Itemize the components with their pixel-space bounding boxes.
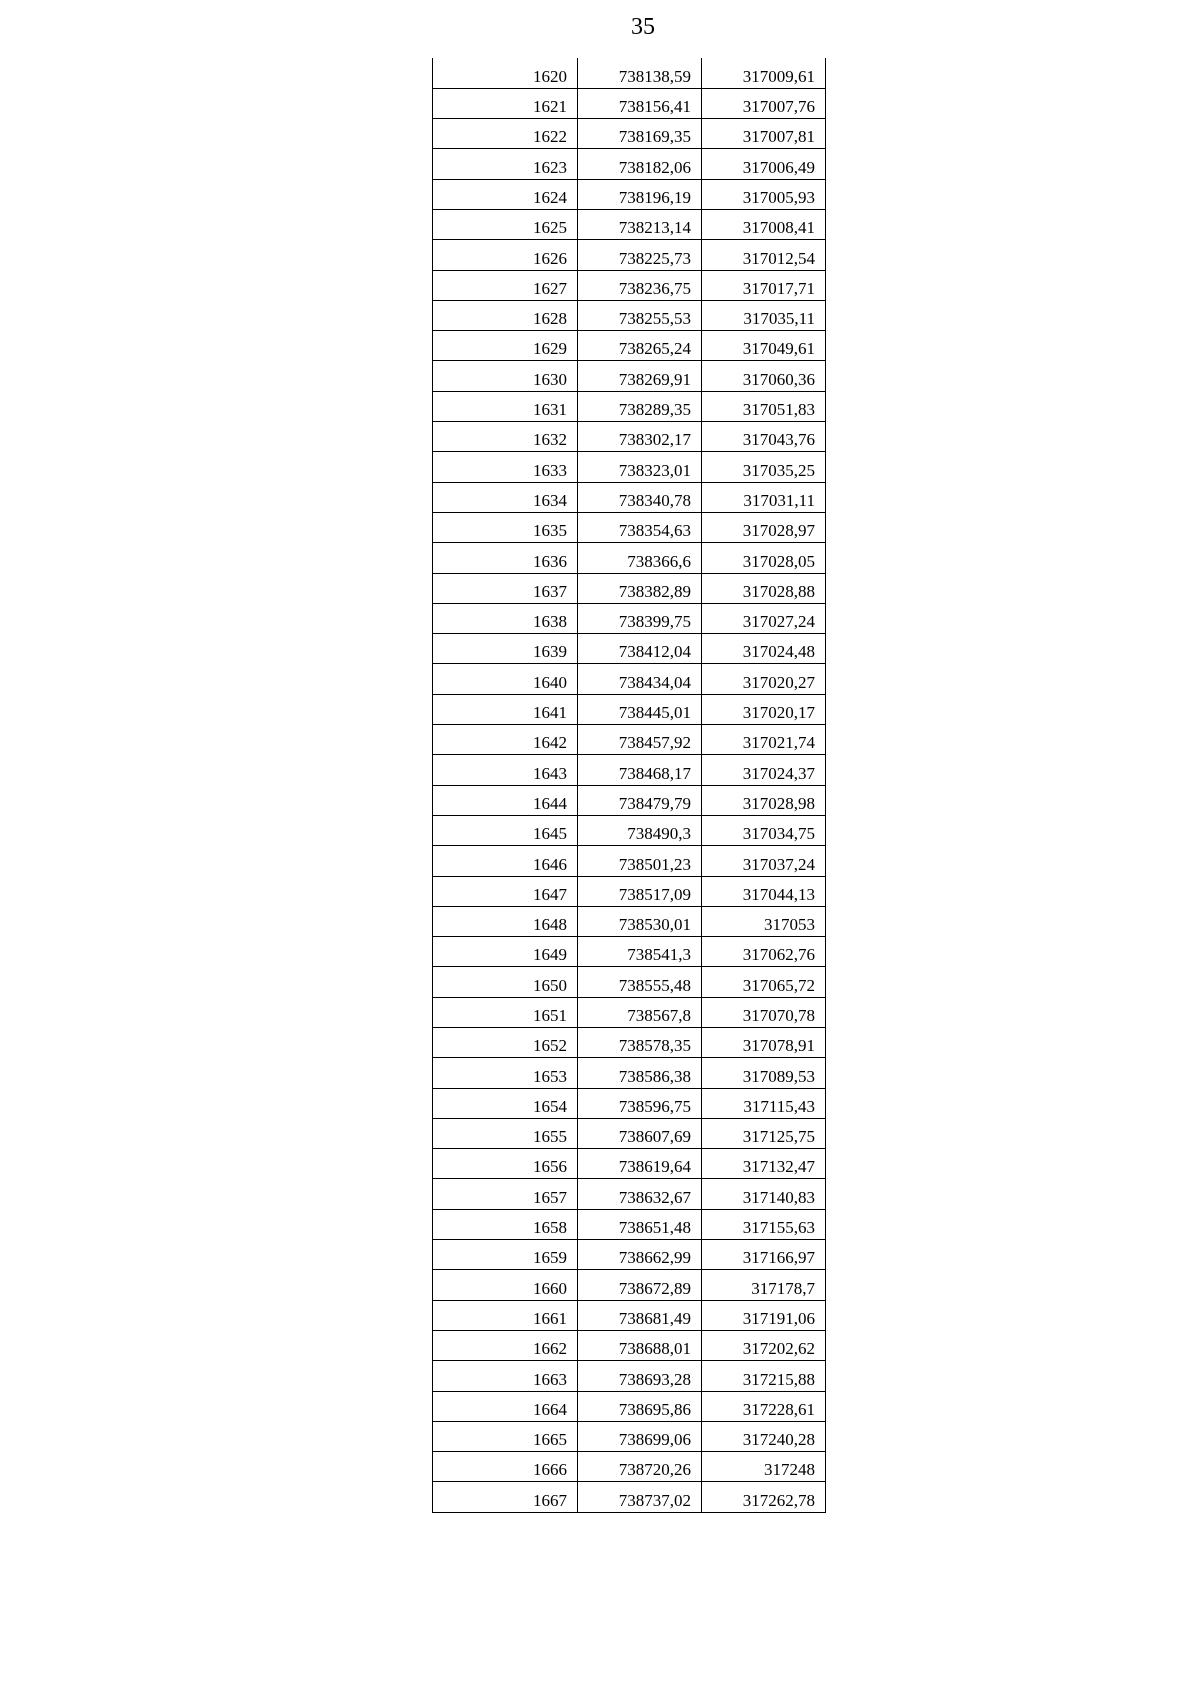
x-coordinate-cell: 738213,14: [578, 209, 702, 239]
x-coordinate-cell: 738720,26: [578, 1452, 702, 1482]
point-number-cell: 1621: [433, 88, 578, 118]
y-coordinate-cell: 317035,25: [702, 452, 826, 482]
table-row: [433, 1240, 826, 1270]
x-coordinate-cell: 738479,79: [578, 785, 702, 815]
point-number-cell: 1663: [433, 1361, 578, 1391]
point-number-cell: 1650: [433, 967, 578, 997]
y-coordinate-cell: 317228,61: [702, 1391, 826, 1421]
point-number-cell: 1638: [433, 603, 578, 633]
table-row: [433, 1270, 826, 1300]
table-row: [433, 543, 826, 573]
point-number-cell: 1637: [433, 573, 578, 603]
x-coordinate-cell: 738619,64: [578, 1149, 702, 1179]
point-number-cell: 1657: [433, 1179, 578, 1209]
y-coordinate-cell: 317009,61: [702, 58, 826, 88]
point-number-cell: 1636: [433, 543, 578, 573]
coordinates-table-body: [433, 58, 826, 1512]
table-row: [433, 694, 826, 724]
y-coordinate-cell: 317240,28: [702, 1421, 826, 1451]
y-coordinate-cell: 317017,71: [702, 270, 826, 300]
table-row: [433, 1118, 826, 1148]
table-row: [433, 634, 826, 664]
point-number-cell: 1656: [433, 1149, 578, 1179]
point-number-cell: 1624: [433, 179, 578, 209]
x-coordinate-cell: 738693,28: [578, 1361, 702, 1391]
x-coordinate-cell: 738382,89: [578, 573, 702, 603]
x-coordinate-cell: 738445,01: [578, 694, 702, 724]
point-number-cell: 1635: [433, 512, 578, 542]
x-coordinate-cell: 738236,75: [578, 270, 702, 300]
point-number-cell: 1662: [433, 1330, 578, 1360]
table-row: [433, 179, 826, 209]
y-coordinate-cell: 317089,53: [702, 1058, 826, 1088]
point-number-cell: 1659: [433, 1240, 578, 1270]
x-coordinate-cell: 738354,63: [578, 512, 702, 542]
y-coordinate-cell: 317166,97: [702, 1240, 826, 1270]
table-row: [433, 997, 826, 1027]
point-number-cell: 1660: [433, 1270, 578, 1300]
point-number-cell: 1633: [433, 452, 578, 482]
x-coordinate-cell: 738468,17: [578, 755, 702, 785]
point-number-cell: 1651: [433, 997, 578, 1027]
x-coordinate-cell: 738530,01: [578, 906, 702, 936]
table-row: [433, 573, 826, 603]
table-row: [433, 664, 826, 694]
y-coordinate-cell: 317115,43: [702, 1088, 826, 1118]
y-coordinate-cell: 317062,76: [702, 937, 826, 967]
y-coordinate-cell: 317037,24: [702, 846, 826, 876]
y-coordinate-cell: 317028,05: [702, 543, 826, 573]
table-row: [433, 209, 826, 239]
page-number: 35: [631, 14, 655, 40]
table-row: [433, 88, 826, 118]
table-row: [433, 937, 826, 967]
y-coordinate-cell: 317049,61: [702, 331, 826, 361]
table-row: [433, 725, 826, 755]
table-row: [433, 906, 826, 936]
x-coordinate-cell: 738672,89: [578, 1270, 702, 1300]
point-number-cell: 1644: [433, 785, 578, 815]
table-row: [433, 1482, 826, 1512]
point-number-cell: 1622: [433, 119, 578, 149]
table-row: [433, 1179, 826, 1209]
point-number-cell: 1647: [433, 876, 578, 906]
point-number-cell: 1664: [433, 1391, 578, 1421]
y-coordinate-cell: 317008,41: [702, 209, 826, 239]
point-number-cell: 1623: [433, 149, 578, 179]
x-coordinate-cell: 738340,78: [578, 482, 702, 512]
point-number-cell: 1653: [433, 1058, 578, 1088]
y-coordinate-cell: 317012,54: [702, 240, 826, 270]
y-coordinate-cell: 317155,63: [702, 1209, 826, 1239]
point-number-cell: 1649: [433, 937, 578, 967]
point-number-cell: 1652: [433, 1028, 578, 1058]
x-coordinate-cell: 738501,23: [578, 846, 702, 876]
table-row: [433, 1421, 826, 1451]
table-row: [433, 361, 826, 391]
x-coordinate-cell: 738399,75: [578, 603, 702, 633]
table-row: [433, 755, 826, 785]
y-coordinate-cell: 317078,91: [702, 1028, 826, 1058]
y-coordinate-cell: 317031,11: [702, 482, 826, 512]
point-number-cell: 1646: [433, 846, 578, 876]
table-row: [433, 876, 826, 906]
point-number-cell: 1625: [433, 209, 578, 239]
y-coordinate-cell: 317140,83: [702, 1179, 826, 1209]
x-coordinate-cell: 738688,01: [578, 1330, 702, 1360]
x-coordinate-cell: 738302,17: [578, 422, 702, 452]
x-coordinate-cell: 738255,53: [578, 300, 702, 330]
point-number-cell: 1645: [433, 815, 578, 845]
y-coordinate-cell: 317007,81: [702, 119, 826, 149]
table-row: [433, 58, 826, 88]
point-number-cell: 1658: [433, 1209, 578, 1239]
point-number-cell: 1628: [433, 300, 578, 330]
x-coordinate-cell: 738289,35: [578, 391, 702, 421]
y-coordinate-cell: 317035,11: [702, 300, 826, 330]
point-number-cell: 1631: [433, 391, 578, 421]
x-coordinate-cell: 738225,73: [578, 240, 702, 270]
point-number-cell: 1654: [433, 1088, 578, 1118]
table-row: [433, 270, 826, 300]
x-coordinate-cell: 738651,48: [578, 1209, 702, 1239]
y-coordinate-cell: 317007,76: [702, 88, 826, 118]
x-coordinate-cell: 738156,41: [578, 88, 702, 118]
y-coordinate-cell: 317044,13: [702, 876, 826, 906]
y-coordinate-cell: 317024,48: [702, 634, 826, 664]
point-number-cell: 1655: [433, 1118, 578, 1148]
y-coordinate-cell: 317215,88: [702, 1361, 826, 1391]
table-row: [433, 1209, 826, 1239]
point-number-cell: 1640: [433, 664, 578, 694]
table-row: [433, 1088, 826, 1118]
point-number-cell: 1620: [433, 58, 578, 88]
point-number-cell: 1648: [433, 906, 578, 936]
table-row: [433, 422, 826, 452]
table-row: [433, 512, 826, 542]
table-row: [433, 846, 826, 876]
point-number-cell: 1630: [433, 361, 578, 391]
y-coordinate-cell: 317191,06: [702, 1300, 826, 1330]
x-coordinate-cell: 738596,75: [578, 1088, 702, 1118]
table-row: [433, 603, 826, 633]
table-row: [433, 1452, 826, 1482]
x-coordinate-cell: 738269,91: [578, 361, 702, 391]
x-coordinate-cell: 738412,04: [578, 634, 702, 664]
x-coordinate-cell: 738737,02: [578, 1482, 702, 1512]
x-coordinate-cell: 738182,06: [578, 149, 702, 179]
x-coordinate-cell: 738196,19: [578, 179, 702, 209]
point-number-cell: 1667: [433, 1482, 578, 1512]
table-row: [433, 452, 826, 482]
point-number-cell: 1642: [433, 725, 578, 755]
y-coordinate-cell: 317053: [702, 906, 826, 936]
x-coordinate-cell: 738699,06: [578, 1421, 702, 1451]
point-number-cell: 1639: [433, 634, 578, 664]
x-coordinate-cell: 738578,35: [578, 1028, 702, 1058]
y-coordinate-cell: 317028,88: [702, 573, 826, 603]
y-coordinate-cell: 317024,37: [702, 755, 826, 785]
x-coordinate-cell: 738607,69: [578, 1118, 702, 1148]
table-row: [433, 785, 826, 815]
y-coordinate-cell: 317065,72: [702, 967, 826, 997]
x-coordinate-cell: 738586,38: [578, 1058, 702, 1088]
table-row: [433, 1058, 826, 1088]
y-coordinate-cell: 317043,76: [702, 422, 826, 452]
point-number-cell: 1665: [433, 1421, 578, 1451]
x-coordinate-cell: 738662,99: [578, 1240, 702, 1270]
point-number-cell: 1634: [433, 482, 578, 512]
x-coordinate-cell: 738265,24: [578, 331, 702, 361]
point-number-cell: 1626: [433, 240, 578, 270]
y-coordinate-cell: 317028,97: [702, 512, 826, 542]
table-row: [433, 1300, 826, 1330]
table-row: [433, 967, 826, 997]
y-coordinate-cell: 317028,98: [702, 785, 826, 815]
x-coordinate-cell: 738632,67: [578, 1179, 702, 1209]
x-coordinate-cell: 738681,49: [578, 1300, 702, 1330]
x-coordinate-cell: 738366,6: [578, 543, 702, 573]
y-coordinate-cell: 317027,24: [702, 603, 826, 633]
table-row: [433, 1149, 826, 1179]
table-row: [433, 300, 826, 330]
x-coordinate-cell: 738555,48: [578, 967, 702, 997]
x-coordinate-cell: 738138,59: [578, 58, 702, 88]
x-coordinate-cell: 738541,3: [578, 937, 702, 967]
point-number-cell: 1632: [433, 422, 578, 452]
y-coordinate-cell: 317202,62: [702, 1330, 826, 1360]
coordinates-table: [432, 58, 826, 1513]
table-row: [433, 331, 826, 361]
x-coordinate-cell: 738567,8: [578, 997, 702, 1027]
y-coordinate-cell: 317262,78: [702, 1482, 826, 1512]
table-row: [433, 1330, 826, 1360]
table-row: [433, 240, 826, 270]
table-row: [433, 119, 826, 149]
point-number-cell: 1629: [433, 331, 578, 361]
table-row: [433, 1391, 826, 1421]
y-coordinate-cell: 317178,7: [702, 1270, 826, 1300]
point-number-cell: 1661: [433, 1300, 578, 1330]
x-coordinate-cell: 738695,86: [578, 1391, 702, 1421]
table-row: [433, 1028, 826, 1058]
point-number-cell: 1641: [433, 694, 578, 724]
y-coordinate-cell: 317070,78: [702, 997, 826, 1027]
x-coordinate-cell: 738169,35: [578, 119, 702, 149]
y-coordinate-cell: 317125,75: [702, 1118, 826, 1148]
y-coordinate-cell: 317005,93: [702, 179, 826, 209]
table-row: [433, 815, 826, 845]
x-coordinate-cell: 738517,09: [578, 876, 702, 906]
table-row: [433, 149, 826, 179]
table-row: [433, 1361, 826, 1391]
point-number-cell: 1643: [433, 755, 578, 785]
table-row: [433, 482, 826, 512]
y-coordinate-cell: 317006,49: [702, 149, 826, 179]
y-coordinate-cell: 317020,17: [702, 694, 826, 724]
y-coordinate-cell: 317248: [702, 1452, 826, 1482]
y-coordinate-cell: 317060,36: [702, 361, 826, 391]
y-coordinate-cell: 317020,27: [702, 664, 826, 694]
y-coordinate-cell: 317034,75: [702, 815, 826, 845]
x-coordinate-cell: 738434,04: [578, 664, 702, 694]
point-number-cell: 1627: [433, 270, 578, 300]
point-number-cell: 1666: [433, 1452, 578, 1482]
y-coordinate-cell: 317051,83: [702, 391, 826, 421]
x-coordinate-cell: 738490,3: [578, 815, 702, 845]
x-coordinate-cell: 738457,92: [578, 725, 702, 755]
x-coordinate-cell: 738323,01: [578, 452, 702, 482]
table-row: [433, 391, 826, 421]
y-coordinate-cell: 317021,74: [702, 725, 826, 755]
y-coordinate-cell: 317132,47: [702, 1149, 826, 1179]
